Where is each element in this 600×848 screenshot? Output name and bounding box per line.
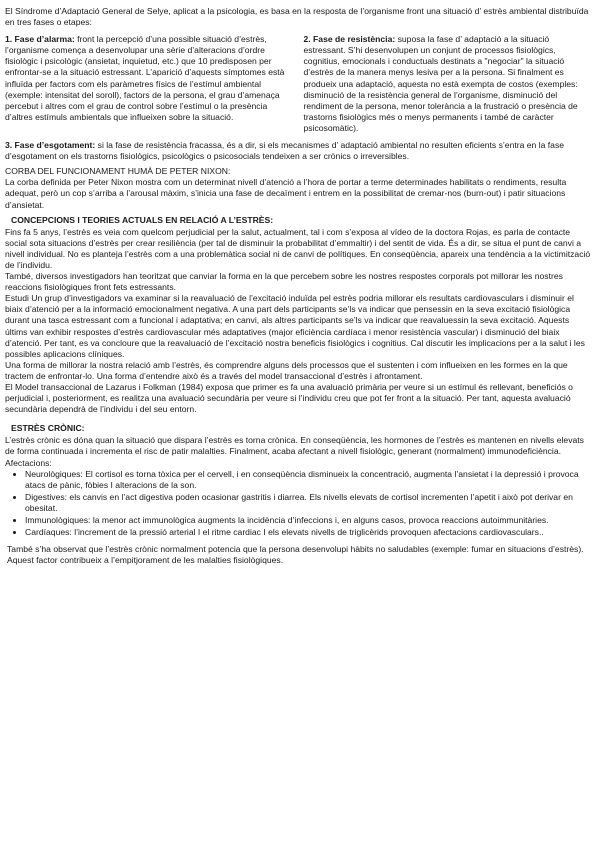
resistance-phase-text: suposa la fase d’ adaptació a la situació estressant. S’hi desenvolupen un conjunt de processos fisiològics, cognitius, emocionals i conductuals destinats a "negociar" la situació d’estrès de la manera menys lesiva per a la persona. Si finalment es produeix una adaptació, aquesta no està exempta de costos (exemples: disminució de la resistència general de l’organisme, disminució del rendiment de la persona, menor tolerància a la frustració o presència de trastorns fisiològics més o menys permanents i també de caràcter psicosomàtic). — [303, 34, 578, 133]
nixon-heading: CORBA DEL FUNCIONAMENT HUMÀ DE PETER NIXON: — [5, 166, 231, 177]
closing-paragraph: També s’ha observat que l’estrès crònic normalment potencia que la persona desenvolupi hàbits no saludables (exemple: fumar en situacions d’estrès). Aquest factor contribueix a l’empitjorament de les malalties fisiològiques. — [7, 544, 584, 566]
resistance-phase-title: 2. Fase de resistència: — [303, 34, 396, 45]
exhaustion-phase-title: 3. Fase d’esgotament: — [5, 140, 96, 151]
list-item: • Immunològiques: la menor act immunològica augments la incidència d’infeccions i, en alguns casos, provoca reaccions autoimmunitàries. — [25, 515, 592, 526]
chronic-heading: ESTRÈS CRÒNIC: — [11, 423, 85, 434]
exhaustion-phase-text: si la fase de resistència fracassa, és a dir, si els mecanismes d’ adaptació ambiental no resulten eficients s’entra en la fase d’esgotament on els trastorns fisiològics, psicològics o psicosocials tendeixen a ser crònics o irreversibles. — [5, 140, 565, 162]
list-item: • Neurològiques: El cortisol es torna tòxica per el cervell, i en conseqüència disminueix la concentració, augmenta l’ansietat i la depressió i provoca atacs de pànic, fòbies I alteracions de la son. — [25, 469, 592, 491]
conceptions-paragraph: També, diversos investigadors han teoritzat que canviar la forma en la que percebem sobre les nostres respostes corporals pot millorar les nostres reaccions fisiològiques front fets estressants. — [5, 271, 563, 293]
intro-paragraph: El Síndrome d’Adaptació General de Selye, aplicat a la psicologia, es basa en la resposta de l’organisme front una situació d’ estrès ambiental distribuïda en tres fases o etapes: — [5, 6, 589, 28]
list-item: • Cardíaques: l’increment de la pressió arterial I el ritme cardiac I els elevats nivells de triglicèrids provoquen afectacions cardiovasculars.. — [25, 527, 592, 538]
exhaustion-phase — [5, 140, 592, 162]
conceptions-paragraph: El Model transaccional de Lazarus i Folkman (1984) exposa que primer es fa una avaluació primària per veure si un estímul és rellevant, beneficiós o perjudicial i, posteriorment, es realitza una avaluació secundària per veure si l’individu creu que pot fer front a la situació. Per tant, aquesta avaluació secundària dependrà de l’individu i del seu entorn. — [5, 382, 573, 415]
conceptions-paragraph: Fins fa 5 anys, l’estrès es veia com quelcom perjudicial per la salut, actualment, tal i com s’exposa al vídeo de la doctora Rojas, es parla de contacte social sota situacions d’estrès per crear resiliència (per tal de disminuir la probabilitat d’emmaltir) i del sentit de vida. És a dir, se situa el punt de canvi a nivell individual. No es planteja l’estrès com a una problemàtica social ni de canvi de polítiques. En conseqüència, apareix una tendència a la victimització de l’individu. — [5, 226, 591, 270]
nixon-text: La corba definida per Peter Nixon mostra com un determinat nivell d’atenció a l’hora de portar a terme determinades habilitats o rendiments, resulta adequat, però un cop s’arriba a l’arousal màxim, s’inicia una fase de decaïment i entrem en la possibilitat de cremar-nos (burn-out) i patir situacions d’ansietat. — [5, 177, 567, 210]
alarm-phase-text: front la percepció d’una possible situació d’estrès, l’organisme comença a desenvolupar una sèrie d’alteracions d’ordre fisiològic i psicològic (ansietat, inquietud, etc.) que 10 predisposen per enfrontar-se a la situació estressant. L’aparició d’aquests símptomes està influïda per factors com els paràmetres físics de l’estímul ambiental (exemple: intensitat del soroll), factors de la persona, el grau d’amenaça percebut i altres com el grau de control sobre l’estímul o la presència d’altres estímuls ambientals que influeixen sobre la situació. — [5, 34, 285, 122]
phase-columns — [5, 34, 592, 134]
conceptions-paragraph: Estudi Un grup d’investigadors va examinar si la reavaluació de l’excitació induïda pel estrès podria millorar els resultats cardiovasculars i disminuir el biaix d’atenció per a la informació emocionalment negativa. A una part dels participants se’ls va indicar que pensessin en la seva excitació fisiològica durant una tasca estressant com a funcional i adaptativa; en canvi, als altres participants se’ls va indicar que reavaluessin la seva excitació. Aquests últims van exhibir respostes d’estrès cardiovascular més adaptatives (major eficiència cardíaca i menor resistència vascular) i disminució del biaix d’atenció. Per tant, es va concloure que la reavaluació de l’excitació nostra beneficis fisiològics i cognitius. Cal discutir les implicacions per a la salut i les possibles aplicacions clíniques. — [5, 293, 585, 359]
list-item: • Digestives: els canvis en l’act digestiva poden ocasionar gastritis i diarrea. Els nivells elevats de cortisol incrementen l’apetit i això pot derivar en obesitat. — [25, 492, 592, 514]
conceptions-heading: CONCEPCIONS I TEORIES ACTUALS EN RELACIÓ A L’ESTRÈS: — [11, 214, 274, 225]
conceptions-paragraph: Una forma de millorar la nostra relació amb l’estrès, és comprendre alguns dels processos que el sustenten i com influeixen en les formes en la que tractem de enfrontar-lo. Una forma d’entendre això és a través del model transaccional d’estrès i afrontament. — [5, 359, 568, 381]
resistance-phase — [304, 34, 593, 134]
alarm-phase-title: 1. Fase d’alarma: — [5, 34, 75, 45]
affections-label: Afectacions: — [5, 457, 52, 468]
chronic-text: L’estrès crònic es dóna quan la situació que dispara l’estrès es torna crònica. En conseqüència, les hormones de l’estrès es mantenen en nivells elevats de forma continuada i incrementa el risc de patir malalties. Finalment, acaba afectant a nivell fisiològic, generant (normalment) immunodeficiència. — [5, 435, 584, 457]
affections-list — [5, 469, 592, 539]
alarm-phase — [5, 34, 298, 134]
